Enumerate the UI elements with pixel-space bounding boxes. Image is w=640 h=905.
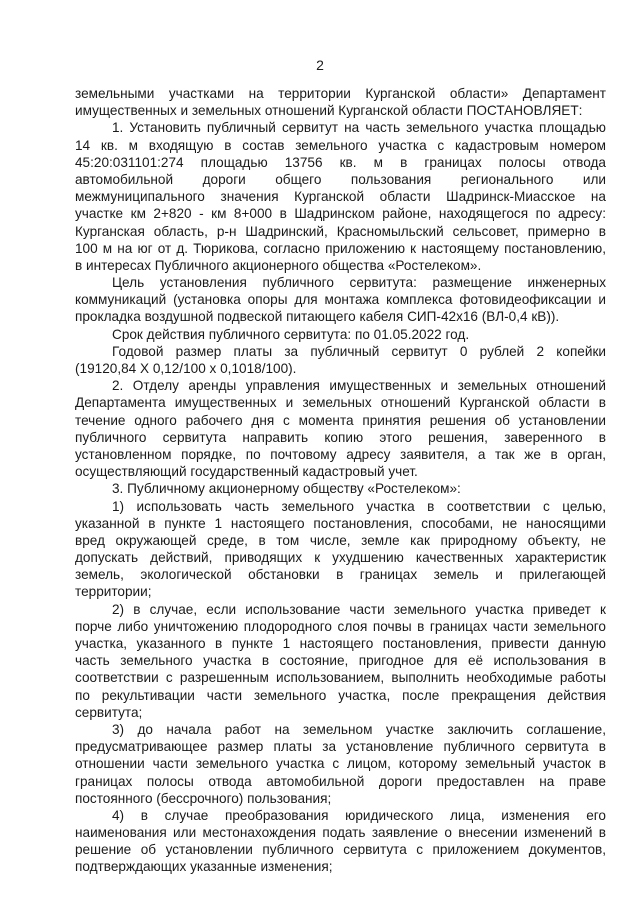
text-line: решение об установлении публичного сервитута с приложением документов, (75, 842, 606, 858)
text-line: постоянного (бессрочного) пользования; (75, 790, 332, 806)
text-line: коммуникаций (установка опоры для монтажа комплекса фотовидеофиксации и (75, 292, 606, 308)
text-line: автомобильной дороги общего пользования регионального или (75, 171, 606, 187)
text-line: прокладка воздушной подвеской питающего кабеля СИП-42х16 (ВЛ-0,4 кВ)). (75, 309, 560, 325)
text-line: имущественных и земельных отношений Курганской области ПОСТАНОВЛЯЕТ: (75, 103, 583, 119)
text-line: 1. Установить публичный сервитут на часть земельного участка площадью (112, 120, 606, 136)
text-line: 3. Публичному акционерному обществу «Ростелеком»: (112, 481, 461, 497)
text-line: допускать действий, приводящих к ухудшению качественных характеристик (75, 550, 606, 566)
text-line: осуществляющий государственный кадастровый учет. (75, 464, 418, 480)
text-line: соответствии с разрешенным использованием, выполнить необходимые работы (75, 670, 606, 686)
text-line: предусматривающее размер платы за установление публичного сервитута в (75, 739, 606, 755)
text-line: Департамента имущественных и земельных отношений Курганской области в (75, 395, 606, 411)
text-line: часть земельного участка в состояние, пригодное для её использования в (75, 653, 606, 669)
text-line: Годовой размер платы за публичный сервитут 0 рублей 2 копейки (112, 343, 606, 359)
text-line: 1) использовать часть земельного участка в соответствии с целью, (112, 498, 606, 514)
text-line: участке км 2+820 - км 8+000 в Шадринском районе, находящегося по адресу: (75, 206, 606, 222)
text-line: подтверждающих указанные изменения; (75, 859, 333, 875)
text-line: указанной в пункте 1 настоящего постановления, способами, не наносящими (75, 515, 606, 531)
text-line: 4) в случае преобразования юридического лица, изменения его (112, 807, 606, 823)
text-line: 14 кв. м входящую в состав земельного участка с кадастровым номером (75, 137, 606, 153)
text-line: Курганская область, р-н Шадринский, Красномыльский сельсовет, примерно в (75, 223, 606, 239)
text-line: Срок действия публичного сервитута: по 01.05.2022 год. (112, 326, 470, 342)
text-line: отношении части земельного участка с лицом, которому земельный участок в (75, 756, 606, 772)
text-line: по рекультивации части земельного участка, после прекращения действия (75, 687, 606, 703)
text-line: 45:20:031101:274 площадью 13756 кв. м в границах полосы отвода (75, 154, 606, 170)
text-line: земель, экологической обстановки в границах земель и прилегающей (75, 567, 606, 583)
page-number: 2 (316, 57, 324, 73)
text-line: (19120,84 Х 0,12/100 х 0,1018/100). (75, 361, 297, 376)
text-line: границах полосы отвода автомобильной дороги предоставлен на праве (75, 773, 606, 789)
text-line: публичного сервитута направить копию этого решения, заверенного в (75, 429, 606, 445)
text-line: 100 м на юг от д. Тюрикова, согласно приложению к настоящему постановлению, (75, 240, 606, 256)
text-line: Цель установления публичного сервитута: размещение инженерных (112, 275, 606, 291)
text-line: наименования или местонахождения подать заявление о внесении изменений в (75, 825, 606, 841)
text-line: в интересах Публичного акционерного общества «Ростелеком». (75, 257, 482, 273)
text-line: участка, указанного в пункте 1 настоящего постановления, привести данную (75, 636, 606, 651)
text-line: 2. Отделу аренды управления имущественных и земельных отношений (112, 378, 606, 394)
text-line: течение одного рабочего дня с момента принятия решения об установлении (75, 412, 606, 428)
text-line: порче либо уничтожению плодородного слоя почвы в границах части земельного (75, 618, 606, 634)
text-line: 3) до начала работ на земельном участке заключить соглашение, (112, 721, 606, 737)
text-line: территории; (75, 584, 152, 600)
text-line: вред окружающей среде, в том числе, земле как природному объекту, не (75, 532, 606, 548)
document-body (75, 85, 606, 876)
text-line: 2) в случае, если использование части земельного участка приведет к (112, 601, 606, 617)
text-line: земельными участками на территории Курганской области» Департамент (75, 86, 606, 101)
text-line: сервитута; (75, 704, 143, 720)
text-line: межмуниципального значения Курганской области Шадринск-Миасское на (75, 189, 606, 205)
text-line: установленном порядке, по почтовому адресу заявителя, а так же в орган, (75, 446, 606, 462)
